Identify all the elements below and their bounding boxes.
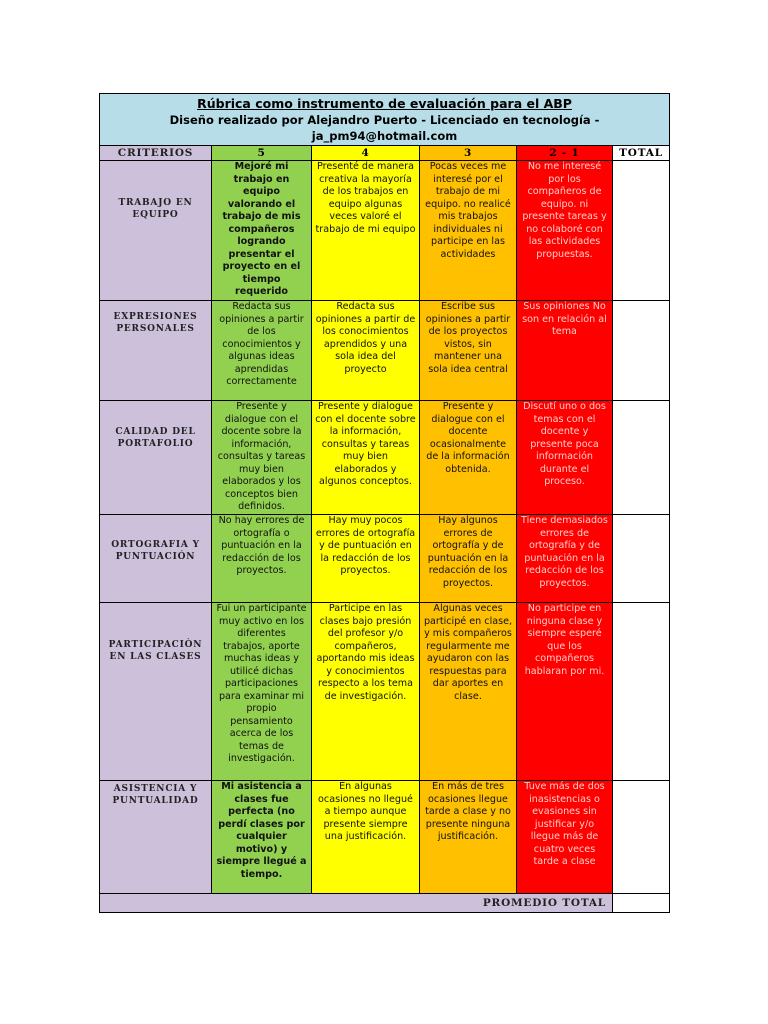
criterio-cell — [100, 603, 212, 781]
table-row — [100, 401, 670, 515]
table-row — [100, 161, 670, 301]
level-3-text: Pocas veces me interesé por el trabajo de mi equipo. no realicé mis trabajos individuales ni participe en las actividades — [425, 161, 511, 260]
total-cell[interactable] — [613, 603, 670, 781]
criterio-label: EXPRESIONES PERSONALES — [113, 312, 198, 334]
level-5-text: Fui un participante muy activo en los diferentes trabajos, aporte muchas ideas y utilicé dichas participaciones para examinar mi propio pensamiento acerca de los temas de investigación. — [216, 603, 307, 764]
total-cell[interactable] — [613, 781, 670, 894]
level-3-text: Presente y dialogue con el docente ocasionalmente de la información obtenida. — [426, 401, 510, 475]
level-2-1-cell — [517, 781, 613, 894]
table-row — [100, 301, 670, 401]
level-4-text: Presente y dialogue con el docente sobre la información, consultas y tareas muy bien elaborados y algunos conceptos. — [315, 401, 416, 487]
level-5-text: Redacta sus opiniones a partir de los conocimientos y algunas ideas aprendidas correctamente — [219, 301, 304, 387]
level-4-text: Redacta sus opiniones a partir de los conocimientos aprendidos y una sola idea del proyecto — [315, 301, 416, 375]
table-row — [100, 603, 670, 781]
level-4-text: Participe en las clases bajo presión del profesor y/o compañeros, aportando mis ideas y conocimientos respecto a los tema de investigación. — [316, 603, 415, 702]
level-3-cell — [420, 301, 517, 401]
level-2-1-text: Discutí uno o dos temas con el docente y presente poca información durante el proceso. — [523, 401, 606, 487]
rubric-table — [99, 93, 670, 913]
level-4-cell — [312, 161, 420, 301]
level-4-cell — [312, 781, 420, 894]
header-level-4: 4 — [312, 146, 420, 161]
criterio-cell — [100, 781, 212, 894]
criterio-label: ASISTENCIA Y PUNTUALIDAD — [112, 784, 199, 806]
header-total: TOTAL — [613, 146, 670, 161]
level-5-cell — [212, 161, 312, 301]
level-2-1-cell — [517, 301, 613, 401]
header-level-3: 3 — [420, 146, 517, 161]
level-5-text: Mejoré mi trabajo en equipo valorando el trabajo de mis compañeros logrando presentar el proyecto en el tiempo requerido — [222, 161, 301, 297]
level-2-1-text: Tiene demasiados errores de ortografía y de puntuación en la redacción de los proyectos. — [521, 515, 608, 589]
level-3-text: Hay algunos errores de ortografía y de puntuación en la redacción de los proyectos. — [427, 515, 509, 589]
table-row — [100, 515, 670, 603]
level-3-cell — [420, 781, 517, 894]
title-cell — [100, 94, 670, 146]
criterio-cell — [100, 161, 212, 301]
rubric-subtitle: Diseño realizado por Alejandro Puerto - Licenciado en tecnología - ja_pm94@hotmail.com — [169, 113, 600, 143]
level-5-cell — [212, 401, 312, 515]
level-4-text: Hay muy pocos errores de ortografía y de puntuación en la redacción de los proyectos. — [315, 515, 416, 576]
level-4-text: Presenté de manera creativa la mayoría de los trabajos en equipo algunas veces valoré el trabajo de mi equipo — [315, 161, 416, 235]
level-2-1-text: Tuve más de dos inasistencias o evasiones sin justificar y/o llegue más de cuatro veces tarde a clase — [524, 781, 605, 867]
criterio-label: CALIDAD DEL PORTAFOLIO — [115, 427, 196, 449]
rubric-title: Rúbrica como instrumento de evaluación para el ABP — [197, 96, 572, 111]
header-criterios: CRITERIOS — [100, 146, 212, 161]
level-5-cell — [212, 515, 312, 603]
level-2-1-cell — [517, 515, 613, 603]
level-2-1-cell — [517, 603, 613, 781]
level-5-cell — [212, 603, 312, 781]
level-3-text: En más de tres ocasiones llegue tarde a clase y no presente ninguna justificación. — [425, 781, 511, 842]
level-3-cell — [420, 603, 517, 781]
criterio-label: TRABAJO EN EQUIPO — [118, 198, 193, 220]
level-3-cell — [420, 515, 517, 603]
total-cell[interactable] — [613, 515, 670, 603]
level-4-text: En algunas ocasiones no llegué a tiempo aunque presente siempre una justificación. — [318, 781, 413, 842]
level-2-1-cell — [517, 161, 613, 301]
level-4-cell — [312, 301, 420, 401]
total-cell[interactable] — [613, 301, 670, 401]
level-3-text: Escribe sus opiniones a partir de los proyectos vistos, sin mantener una sola idea central — [425, 301, 511, 375]
footer-row — [100, 894, 670, 913]
header-level-5: 5 — [212, 146, 312, 161]
level-5-text: Presente y dialogue con el docente sobre la información, consultas y tareas muy bien elaborados y los conceptos bien definidos. — [217, 401, 306, 512]
level-5-cell — [212, 781, 312, 894]
level-2-1-cell — [517, 401, 613, 515]
level-5-cell — [212, 301, 312, 401]
level-3-cell — [420, 161, 517, 301]
level-5-text: Mi asistencia a clases fue perfecta (no perdí clases por cualquier motivo) y siempre llegué a tiempo. — [216, 781, 307, 880]
total-cell[interactable] — [613, 161, 670, 301]
level-4-cell — [312, 603, 420, 781]
criterio-cell — [100, 301, 212, 401]
level-5-text: No hay errores de ortografía o puntuación en la redacción de los proyectos. — [218, 515, 305, 576]
level-4-cell — [312, 401, 420, 515]
header-level-2-1: 2 - 1 — [517, 146, 613, 161]
level-2-1-text: No participe en ninguna clase y siempre esperé que los compañeros hablaran por mi. — [524, 603, 605, 677]
header-row — [100, 146, 670, 161]
level-2-1-text: Sus opiniones No son en relación al tema — [522, 301, 607, 337]
criterio-cell — [100, 401, 212, 515]
total-cell[interactable] — [613, 401, 670, 515]
table-row — [100, 781, 670, 894]
promedio-total-value[interactable] — [613, 894, 670, 913]
level-3-text: Algunas veces participé en clase, y mis compañeros regularmente me ayudaron con las respuestas para dar aportes en clase. — [423, 603, 513, 702]
level-4-cell — [312, 515, 420, 603]
criterio-label: PARTICIPACIÒN EN LAS CLASES — [108, 640, 203, 662]
level-3-cell — [420, 401, 517, 515]
criterio-cell — [100, 515, 212, 603]
title-row — [100, 94, 670, 146]
level-2-1-text: No me interesé por los compañeros de equipo. ni presente tareas y no colaboré con las actividades propuestas. — [522, 161, 607, 260]
promedio-total-label: PROMEDIO TOTAL — [100, 894, 613, 913]
criterio-label: ORTOGRAFIA Y PUNTUACIÓN — [111, 540, 200, 562]
